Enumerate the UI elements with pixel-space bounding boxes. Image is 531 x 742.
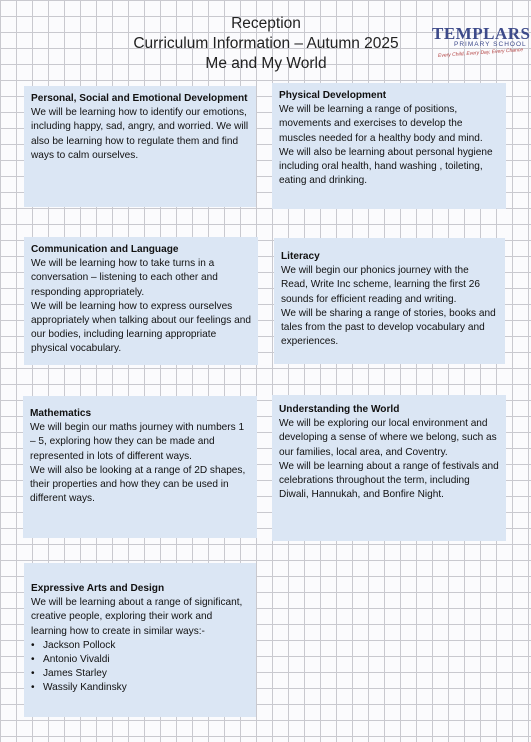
page-header xyxy=(100,14,432,74)
section-text: We will be sharing a range of stories, books and tales from the past to develop vocabulary and experiences. xyxy=(281,307,496,348)
section-psed xyxy=(24,86,256,207)
section-text: We will be exploring our local environment and developing a sense of where we belong, such as our families, local area, and Coventry. xyxy=(279,418,497,458)
header-line-2: Curriculum Information – Autumn 2025 xyxy=(133,35,399,52)
list-item: • Antonio Vivaldi xyxy=(31,653,249,667)
section-title: Understanding the World xyxy=(279,404,400,415)
logo-tagline: Every Child, Every Day, Every Chance xyxy=(437,47,524,59)
section-title: Personal, Social and Emotional Development xyxy=(31,93,248,104)
section-text: We will also be learning about personal hygiene including oral health, hand washing , toileting, eating and drinking. xyxy=(279,146,493,187)
section-literacy xyxy=(274,238,505,364)
list-item: • Jackson Pollock xyxy=(31,639,249,653)
school-logo xyxy=(430,24,531,60)
section-text: We will be learning a range of positions, movements and exercises to develop the muscles needed for a healthy body and mind. xyxy=(279,104,483,144)
section-understanding-world xyxy=(272,395,506,541)
section-text: We will be learning about a range of festivals and celebrations throughout the term, including Diwali, Hannukah, and Bonfire Night. xyxy=(279,460,499,501)
section-text: We will be learning how to take turns in a conversation – listening to each other and responding appropriately. xyxy=(31,258,218,298)
section-text: We will be learning how to identify our emotions, including happy, sad, angry, and worried. We will also be learning how to regulate them and find ways to calm ourselves. xyxy=(31,107,249,161)
section-text: We will begin our maths journey with numbers 1 – 5, exploring how they can be made and represented in lots of different ways. xyxy=(30,422,245,462)
section-mathematics xyxy=(23,396,257,538)
list-item: • James Starley xyxy=(31,667,249,681)
section-title: Mathematics xyxy=(30,408,92,419)
section-title: Literacy xyxy=(281,251,320,262)
logo-subtitle: PRIMARY SCHOOL xyxy=(454,41,527,48)
section-arts xyxy=(24,563,256,717)
logo-name: TEMPLARS xyxy=(432,24,531,43)
section-text: We will begin our phonics journey with the Read, Write Inc scheme, learning the first 26 sounds for efficient reading and writing. xyxy=(281,265,480,305)
section-text: We will be learning how to express ourselves appropriately when talking about our feelings and our bodies, including learning appropriate physical vocabulary. xyxy=(31,300,251,355)
header-line-3: Me and My World xyxy=(205,55,327,72)
section-title: Physical Development xyxy=(279,90,387,101)
section-physical xyxy=(272,83,506,209)
section-title: Communication and Language xyxy=(31,244,179,255)
section-title: Expressive Arts and Design xyxy=(31,583,165,594)
list-item: • Wassily Kandinsky xyxy=(31,681,249,695)
header-line-1: Reception xyxy=(231,15,301,32)
section-text: We will be learning about a range of significant, creative people, exploring their work and learning how to create in similar ways:- xyxy=(31,597,243,637)
section-communication xyxy=(24,237,258,365)
arts-list xyxy=(31,639,249,696)
section-text: We will also be looking at a range of 2D shapes, their properties and how they can be used in different ways. xyxy=(30,464,246,505)
